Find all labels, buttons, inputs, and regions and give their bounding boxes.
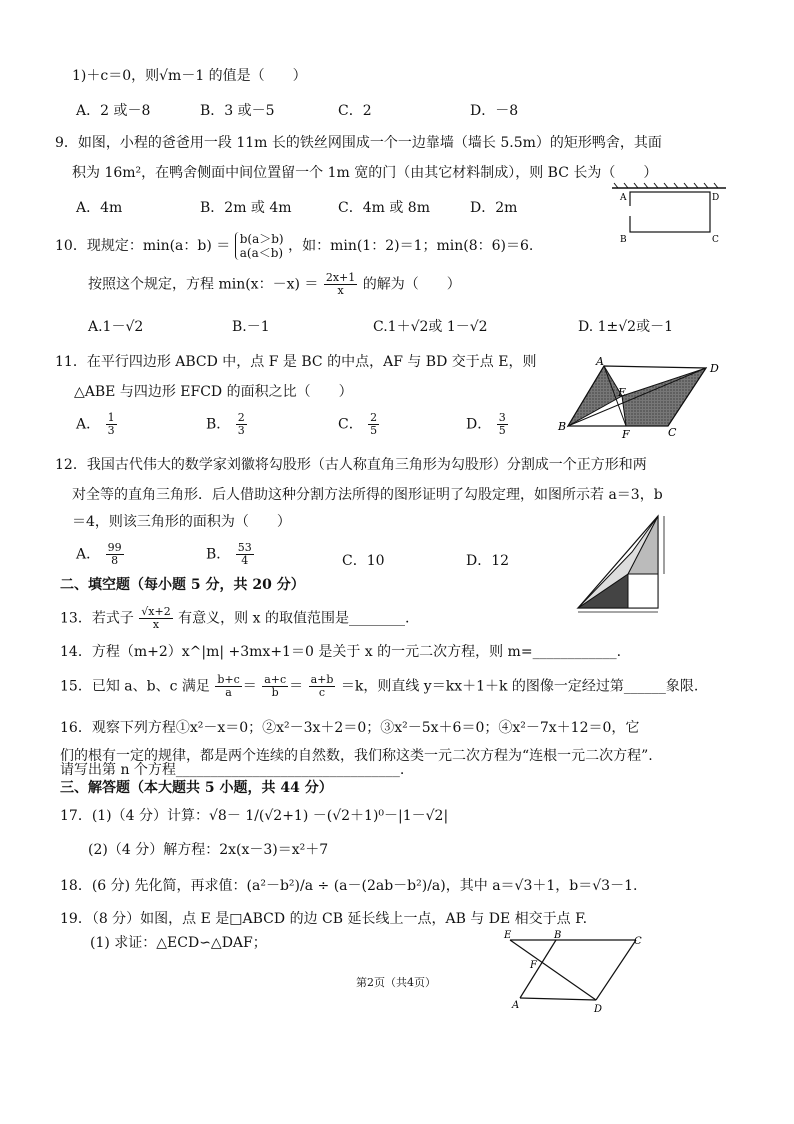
q12-line-1: 12．我国古代伟大的数学家刘徽将勾股形（古人称直角三角形为勾股形）分割成一个正方形和两 xyxy=(55,457,647,473)
q17-part-1: 17．(1)（4 分）计算：√8－ 1/(√2+1) －(√2＋1)⁰－|1－√2| xyxy=(60,808,449,824)
q11-option-b-den: 3 xyxy=(237,424,245,437)
q8-option-b: B．3 或－5 xyxy=(200,103,275,119)
q15-f3-den: c xyxy=(318,686,326,699)
q12-option-a-num: 99 xyxy=(107,541,122,554)
q18: 18．(6 分) 先化简，再求值：(a²－b²)/a ÷ (a－(2ab－b²)/a)，其中 a＝√3＋1，b＝√3－1. xyxy=(60,878,638,894)
q12-line-2: 对全等的直角三角形．后人借助这种分割方法所得的图形证明了勾股定理，如图所示若 a＝3，b xyxy=(72,487,663,503)
q11-option-d-den: 5 xyxy=(498,424,506,437)
q11-line-2: △ABE 与四边形 EFCD 的面积之比（ ） xyxy=(74,384,353,400)
q11-label-c: C xyxy=(668,426,677,439)
q15-f3-num: a+b xyxy=(310,673,334,686)
q12-option-b-letter: B． xyxy=(206,546,231,563)
q19-label-e: E xyxy=(504,930,512,941)
q11-label-e: E xyxy=(618,386,627,399)
q10-option-d: D. 1±√2或－1 xyxy=(578,319,673,335)
q17-part-2: (2)（4 分）解方程：2x(x－3)＝x²＋7 xyxy=(88,842,329,858)
q13 xyxy=(60,606,409,631)
q11-option-d xyxy=(466,412,509,437)
q12-option-d-letter: D． xyxy=(466,553,492,569)
q19-line-1: 19．（8 分）如图，点 E 是□ABCD 的边 CB 延长线上一点，AB 与 DE 相交于点 F. xyxy=(60,911,588,927)
q15-lead: 15．已知 a、b、c 满足 xyxy=(60,678,210,695)
section-2-heading: 二、填空题（每小题 5 分，共 20 分） xyxy=(60,577,305,593)
q10-case-1: b(a＞b) xyxy=(239,232,284,246)
q16-line-1: 16．观察下列方程①x²－x＝0；②x²－3x＋2＝0；③x²－5x＋6＝0；④x²－7x＋12＝0，它 xyxy=(60,720,640,736)
q11-option-b-letter: B． xyxy=(206,416,231,433)
q12-option-b-num: 53 xyxy=(237,541,252,554)
q11-option-d-fraction xyxy=(497,412,508,437)
q11-option-a-num: 1 xyxy=(107,411,115,424)
q12-option-a-den: 8 xyxy=(111,554,119,567)
q19-label-c: C xyxy=(634,936,642,947)
q11-label-d: D xyxy=(710,362,719,375)
q9-option-c: C．4m 或 8m xyxy=(338,200,430,216)
q9-option-d: D．2m xyxy=(470,200,518,216)
q12-option-c-letter: C． xyxy=(342,553,367,569)
q11-option-c-fraction xyxy=(368,412,379,437)
q12-option-b-den: 4 xyxy=(241,554,249,567)
q11-option-b xyxy=(206,412,248,437)
q16-line-3: 请写出第 n 个方程________________________________. xyxy=(60,762,405,778)
q10-definition-example: ，如：min(1：2)＝1；min(8：6)＝6. xyxy=(288,238,534,254)
q9-label-a: A xyxy=(620,193,627,203)
q10-line-2 xyxy=(88,272,461,297)
q11-option-a-fraction xyxy=(106,412,117,437)
q11-option-a xyxy=(76,412,118,437)
q15-f2-num: a+c xyxy=(264,673,287,686)
q15-fraction-1 xyxy=(215,674,241,699)
q12-option-b-fraction xyxy=(236,542,254,567)
q11-option-d-num: 3 xyxy=(498,411,506,424)
q15-fraction-2 xyxy=(262,674,288,699)
q11-option-a-letter: A． xyxy=(76,416,101,433)
q9-label-d: D xyxy=(712,193,720,203)
q11-option-a-den: 3 xyxy=(107,424,115,437)
q19-label-f: F xyxy=(530,960,537,971)
q13-lead: 13．若式子 xyxy=(60,610,134,627)
q12-option-c xyxy=(342,550,385,570)
q8-option-d: D．－8 xyxy=(470,103,519,119)
q8-stem: 1)＋c＝0，则√m－1 的值是（ ） xyxy=(72,68,307,84)
q12-option-b xyxy=(206,542,255,567)
q12-option-a-fraction xyxy=(106,542,124,567)
q11-option-c xyxy=(338,412,380,437)
q12-option-c-value: 10 xyxy=(366,553,385,569)
q11-option-c-letter: C． xyxy=(338,416,363,433)
q11-option-d-letter: D． xyxy=(466,416,492,433)
q11-label-b: B xyxy=(558,420,567,433)
q9-option-a: A．4m xyxy=(76,200,123,216)
page-footer: 第2页（共4页） xyxy=(356,976,436,989)
q10-option-a: A.1－√2 xyxy=(88,319,144,335)
q11-option-c-num: 2 xyxy=(370,411,378,424)
q9-label-b: B xyxy=(620,235,627,245)
q19-label-d: D xyxy=(594,1004,603,1015)
q9-option-b: B．2m 或 4m xyxy=(200,200,292,216)
q10-fraction-numerator: 2x+1 xyxy=(325,271,356,284)
q10-definition-lead: 10．现规定：min(a：b) ＝ xyxy=(55,238,231,254)
q11-label-f: F xyxy=(622,428,630,441)
q10-piecewise xyxy=(235,232,284,260)
q15: 15．已知 a、b、c 满足 $\frac{b+c}{a}$ ＝ $\frac{a+c}{b}$ ＝ $\frac{a+b}{c}$ ＝k，则直线 y＝kx＋1＋k 的图像一定经过第______象限. xyxy=(60,673,699,699)
q11-line-1: 11．在平行四边形 ABCD 中，点 F 是 BC 的中点，AF 与 BD 交于点 E，则 xyxy=(55,354,537,370)
q12-option-d-value: 12 xyxy=(491,553,510,569)
q13-fraction-denominator: x xyxy=(152,618,160,631)
q15-f1-den: a xyxy=(225,686,232,699)
q19-label-a: A xyxy=(512,1000,520,1011)
q13-fraction-numerator: √x+2 xyxy=(141,605,171,618)
q14: 14．方程（m+2）x^|m| +3mx+1＝0 是关于 x 的一元二次方程，则 m=____________. xyxy=(60,644,622,660)
q11-option-c-den: 5 xyxy=(370,424,378,437)
q10-line-1 xyxy=(55,232,533,260)
q10-case-2: a(a＜b) xyxy=(239,246,284,260)
q15-f1-num: b+c xyxy=(217,673,240,686)
q13-tail: 有意义，则 x 的取值范围是________. xyxy=(178,610,410,627)
q16-line-2: 们的根有一定的规律，都是两个连续的自然数，我们称这类一元二次方程为“连根一元二次方程”. xyxy=(60,748,653,764)
q15-tail: ＝k，则直线 y＝kx＋1＋k 的图像一定经过第______象限. xyxy=(340,678,699,695)
q12-option-a-letter: A． xyxy=(76,546,101,563)
q19-line-2: (1) 求证：△ECD∽△DAF； xyxy=(90,935,267,951)
q10-equation-lead: 按照这个规定，方程 min(x：－x) ＝ xyxy=(88,276,319,293)
q8-option-a: A．2 或－8 xyxy=(76,103,151,119)
q11-option-b-num: 2 xyxy=(237,411,245,424)
section-3-heading: 三、解答题（本大题共 5 小题，共 44 分） xyxy=(60,780,333,796)
q10-option-c: C.1＋√2或 1－√2 xyxy=(373,319,488,335)
q9-line-2: 积为 16m²，在鸭舍侧面中间位置留一个 1m 宽的门（由其它材料制成），则 BC 长为（ ） xyxy=(72,165,658,181)
q12-line-3: ＝4，则该三角形的面积为（ ） xyxy=(72,514,291,530)
q11-label-a: A xyxy=(596,355,604,368)
q11-figure xyxy=(556,356,726,442)
q12-figure xyxy=(572,512,676,616)
q10-fraction xyxy=(324,272,357,297)
q19-figure xyxy=(500,930,650,1014)
q15-f2-den: b xyxy=(271,686,279,699)
q13-fraction xyxy=(139,606,172,631)
q11-option-b-fraction xyxy=(236,412,247,437)
q9-label-c: C xyxy=(712,235,719,245)
q10-equation-tail: 的解为（ ） xyxy=(362,276,461,293)
q10-option-b: B.－1 xyxy=(232,319,270,335)
q15-fraction-3 xyxy=(309,674,336,699)
q12-option-d xyxy=(466,550,509,570)
q12-option-a xyxy=(76,542,125,567)
q8-option-c: C．2 xyxy=(338,103,372,119)
q19-label-b: B xyxy=(554,930,562,941)
q9-line-1: 9．如图，小程的爸爸用一段 11m 长的铁丝网围成一个一边靠墙（墙长 5.5m）的矩形鸭舍，其面 xyxy=(55,135,662,151)
q10-fraction-denominator: x xyxy=(337,284,344,297)
q9-figure xyxy=(608,182,728,246)
